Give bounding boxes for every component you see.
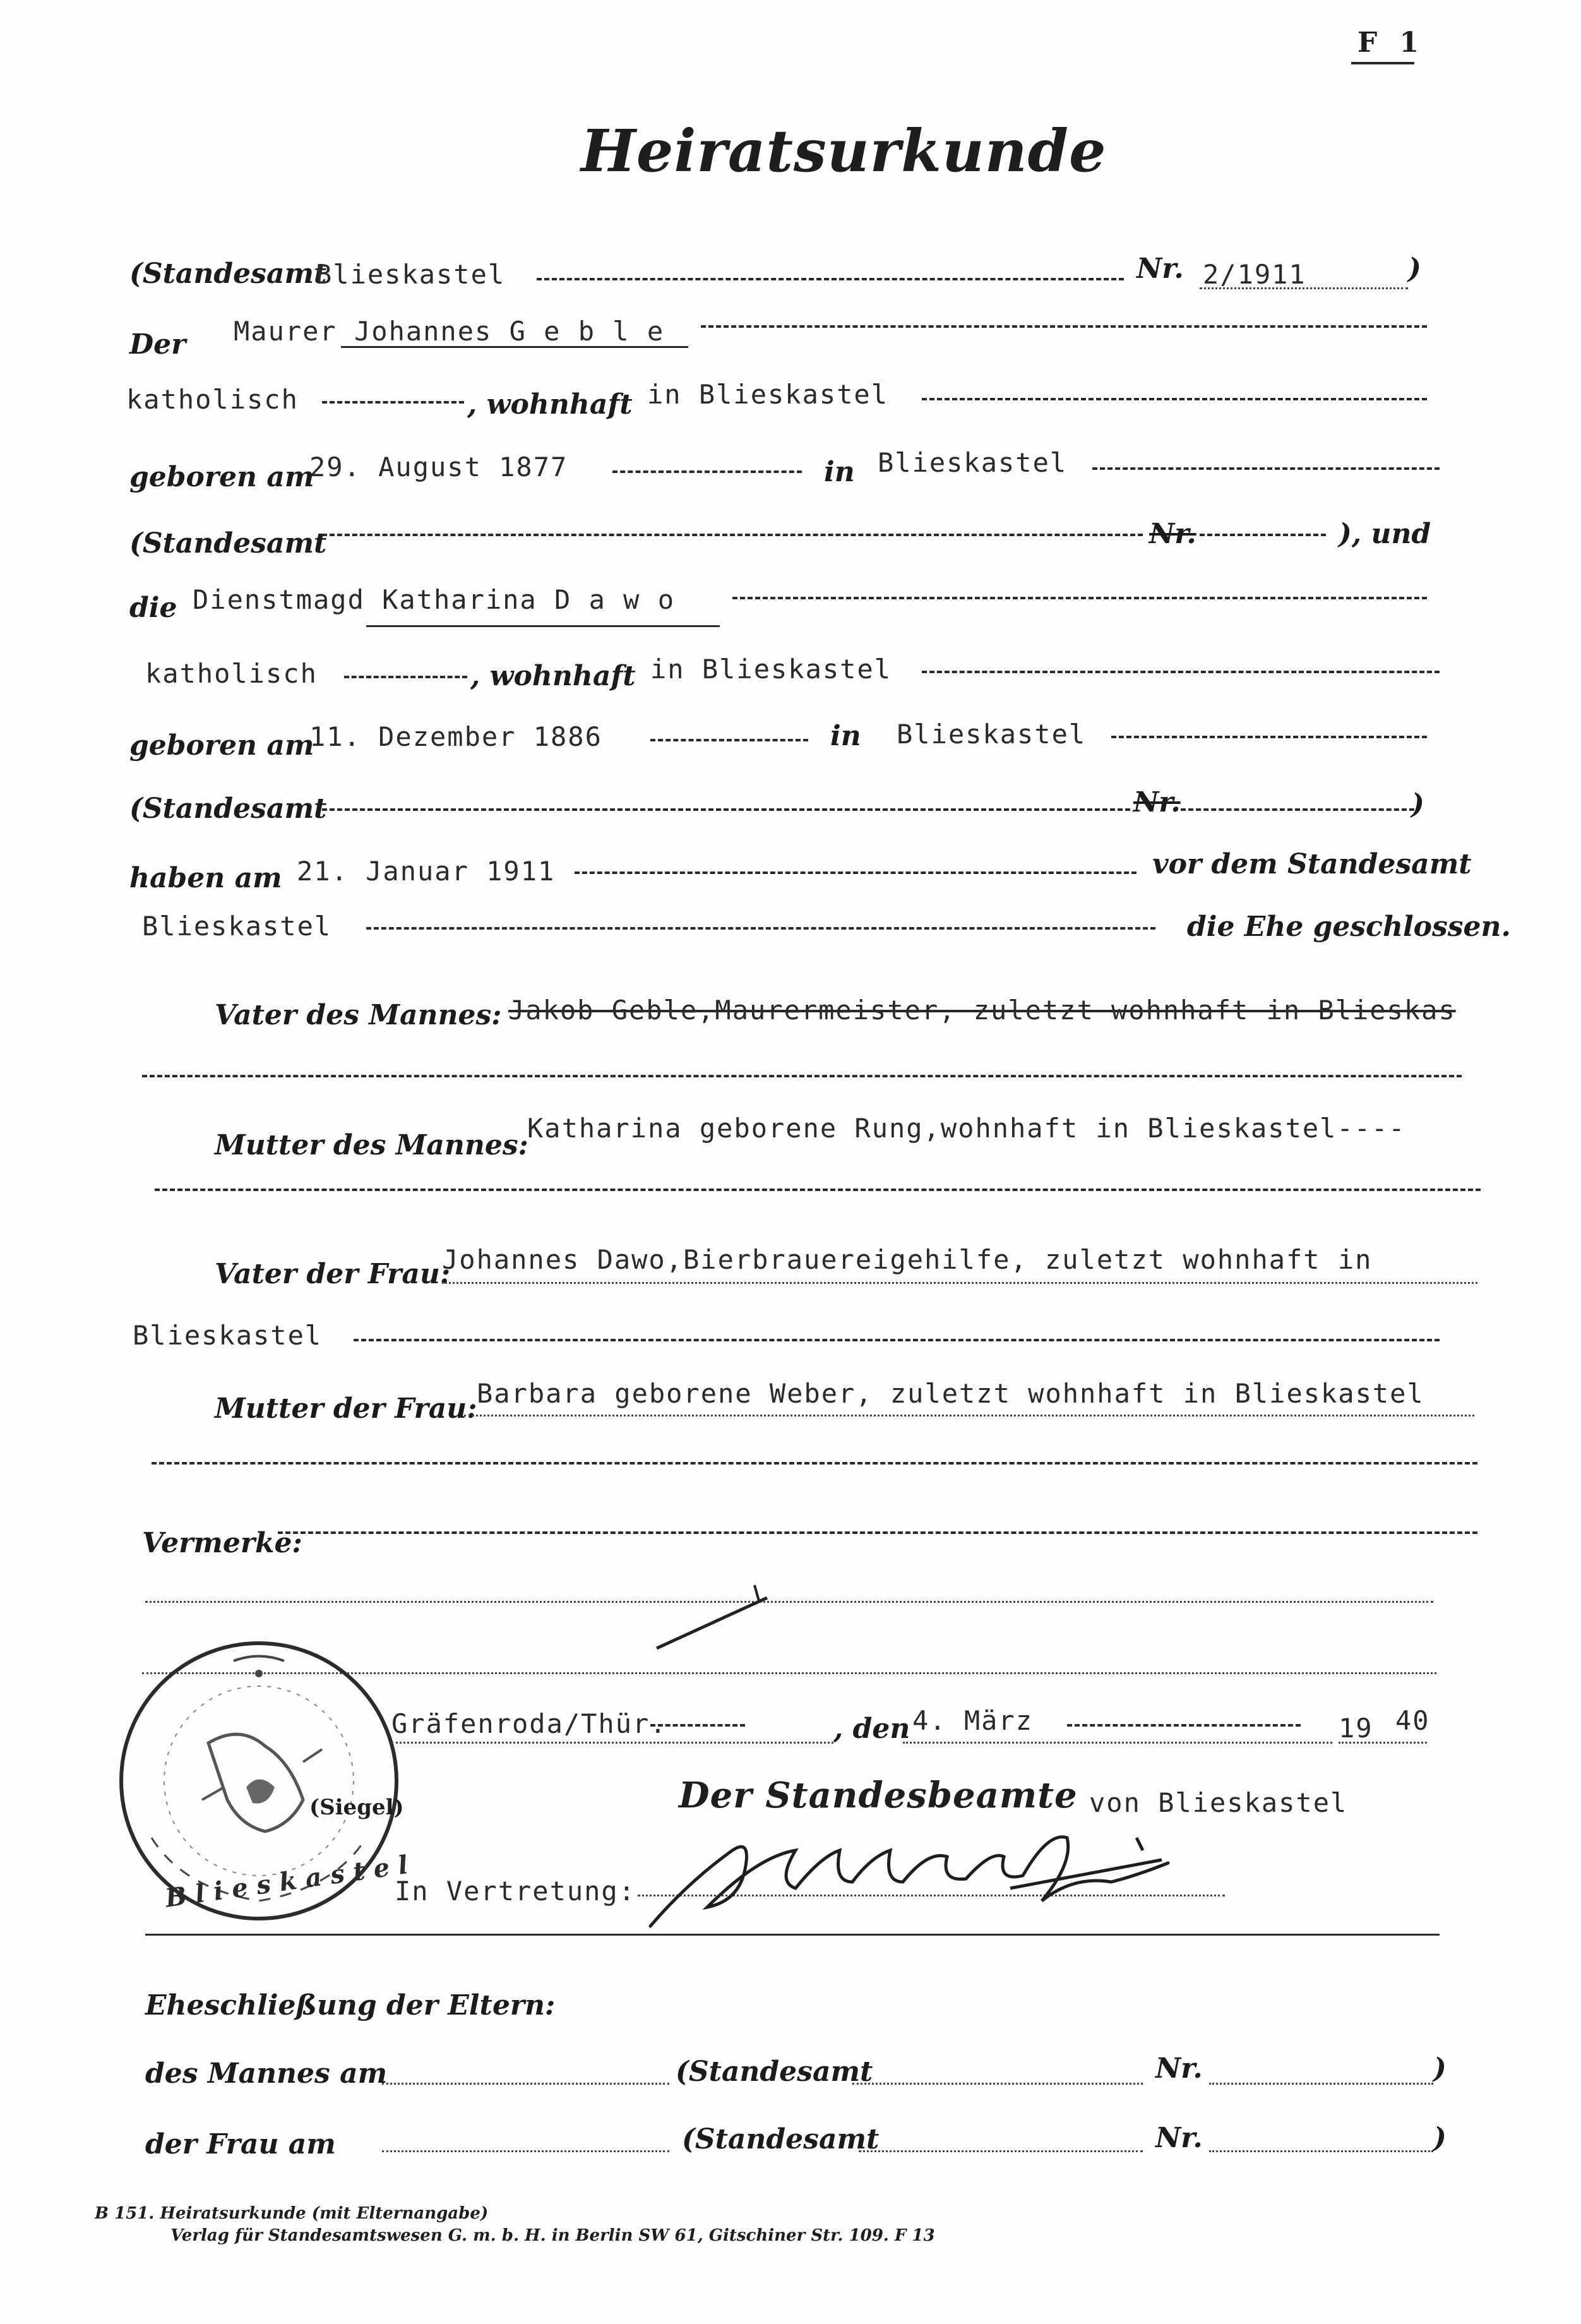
wife-mother-dots <box>464 1415 1474 1417</box>
husband-father-line-2 <box>142 1075 1462 1077</box>
footer-line-1: B 151. Heiratsurkunde (mit Elternangabe) <box>95 2204 489 2223</box>
wife-birth-place: Blieskastel <box>897 719 1087 750</box>
husband-name: Maurer Johannes G e b l e <box>234 316 665 347</box>
wife-birth-date-line <box>650 739 808 741</box>
marriage-office-line <box>366 927 1155 930</box>
issue-place: Gräfenroda/Thür. <box>391 1708 667 1739</box>
wife-standesamt-line <box>322 808 1130 811</box>
husband-birth-date-line <box>612 470 802 473</box>
mannes-close: ) <box>1433 2052 1447 2085</box>
wife-father-dots <box>442 1282 1477 1284</box>
wife-father-line-2 <box>354 1339 1440 1341</box>
issue-date-dots <box>903 1742 1332 1744</box>
husband-birth-date: 29. August 1877 <box>309 452 568 482</box>
wife-mother-line-2 <box>152 1462 1477 1464</box>
husband-residence-line <box>922 398 1427 400</box>
signature-title: Der Standesbeamte <box>679 1775 1078 1816</box>
wife-religion: katholisch <box>145 658 318 689</box>
wife-mother: Barbara geborene Weber, zuletzt wohnhaft in Blieskastel <box>477 1378 1424 1409</box>
husband-birth-place-line <box>1092 467 1440 470</box>
form-code: F 1 <box>1357 27 1426 59</box>
frau-nr-label: Nr. <box>1155 2122 1203 2154</box>
signature-of: von Blieskastel <box>1089 1787 1348 1818</box>
wife-residence-label: , wohnhaft <box>470 660 636 692</box>
remarks-line-2 <box>145 1601 1433 1603</box>
husband-religion: katholisch <box>126 384 299 415</box>
husband-standesamt-nr: Nr. <box>1149 518 1196 550</box>
form-code-underline <box>1351 62 1414 64</box>
wife-name: Dienstmagd Katharina D a w o <box>193 584 676 615</box>
remarks-strike-mark <box>650 1572 777 1655</box>
frau-nr-dots <box>1209 2150 1433 2152</box>
parents-marriage-heading: Eheschließung der Eltern: <box>145 1989 556 2022</box>
remarks-label: Vermerke: <box>142 1527 302 1559</box>
wife-father-cont: Blieskastel <box>133 1320 323 1351</box>
husband-standesamt-nr-line <box>1200 534 1326 536</box>
frau-close: ) <box>1433 2122 1447 2154</box>
register-line <box>537 278 1124 280</box>
husband-name-line <box>701 325 1427 328</box>
mannes-standesamt-label: (Standesamt <box>676 2056 873 2088</box>
register-nr-value: 2/1911 <box>1203 259 1306 290</box>
husband-birth-place: Blieskastel <box>878 447 1068 478</box>
frau-date-dots <box>382 2150 669 2152</box>
wife-name-underline <box>366 625 720 627</box>
issue-place-line <box>650 1724 745 1727</box>
mannes-date-dots <box>382 2083 669 2085</box>
issue-year-prefix: 19 <box>1339 1713 1373 1744</box>
issue-date-line <box>1067 1724 1301 1727</box>
husband-der-label: Der <box>129 328 186 361</box>
wife-standesamt-label: (Standesamt <box>129 793 327 825</box>
wife-die-label: die <box>129 592 177 624</box>
wife-mother-label: Mutter der Frau: <box>215 1393 477 1425</box>
register-nr-label: Nr. <box>1137 253 1184 285</box>
register-nr-dots <box>1200 287 1408 289</box>
frau-label: der Frau am <box>145 2128 336 2160</box>
husband-born-label: geboren am <box>129 461 314 493</box>
marriage-closed-label: die Ehe geschlossen. <box>1187 911 1511 943</box>
wife-name-line <box>732 597 1427 599</box>
issue-year-dots <box>1339 1742 1427 1744</box>
frau-standesamt-dots <box>859 2150 1143 2152</box>
register-prefix: (Standesamt <box>129 258 327 290</box>
husband-mother-line-2 <box>155 1189 1481 1191</box>
mannes-nr-label: Nr. <box>1155 2052 1203 2085</box>
wife-father: Johannes Dawo,Bierbrauereigehilfe, zuletzt wohnhaft in <box>442 1244 1373 1275</box>
husband-residence-label: , wohnhaft <box>467 388 633 421</box>
marriage-date: 21. Januar 1911 <box>297 856 556 887</box>
wife-religion-line <box>344 676 467 678</box>
wife-residence: in Blieskastel <box>650 654 892 685</box>
marriage-haben-label: haben am <box>129 862 282 894</box>
section-divider <box>145 1934 1440 1936</box>
issue-date: 4. März <box>912 1705 1034 1736</box>
husband-mother-label: Mutter des Mannes: <box>215 1129 528 1161</box>
husband-in-label: in <box>824 456 855 488</box>
husband-religion-line <box>322 401 464 404</box>
husband-standesamt-line <box>322 534 1143 536</box>
marriage-office: Blieskastel <box>142 911 332 942</box>
mannes-label: des Mannes am <box>145 2057 388 2090</box>
wife-born-label: geboren am <box>129 729 314 762</box>
handwritten-signature <box>631 1812 1200 1939</box>
footer-line-2: Verlag für Standesamtswesen G. m. b. H. in Berlin SW 61, Gitschiner Str. 109. F 13 <box>170 2226 935 2245</box>
husband-residence: in Blieskastel <box>647 379 889 410</box>
marriage-date-line <box>575 872 1137 874</box>
husband-name-underline <box>341 346 688 348</box>
husband-standesamt-close: ), und <box>1339 518 1431 550</box>
wife-in-label: in <box>830 720 861 752</box>
wife-birth-date: 11. Dezember 1886 <box>309 721 602 752</box>
wife-standesamt-nr-line <box>1181 808 1414 811</box>
wife-father-label: Vater der Frau: <box>215 1258 451 1290</box>
issue-den-label: , den <box>833 1713 910 1745</box>
mannes-nr-dots <box>1209 2083 1433 2085</box>
wife-residence-line <box>922 671 1440 673</box>
husband-father: Jakob Geble,Maurermeister, zuletzt wohnhaft in Blieskas <box>508 995 1456 1026</box>
husband-standesamt-label: (Standesamt <box>129 527 327 560</box>
register-office: Blieskastel <box>316 259 506 290</box>
wife-standesamt-nr: Nr. <box>1133 786 1181 818</box>
husband-father-label: Vater des Mannes: <box>215 999 502 1031</box>
signature-in-vertretung: In Vertretung: <box>395 1876 636 1907</box>
wife-standesamt-close: ) <box>1411 788 1424 820</box>
seal-ring-text: Blieskastel <box>163 1848 419 1914</box>
remarks-line-1 <box>278 1531 1477 1534</box>
issue-place-dots <box>391 1742 833 1744</box>
husband-mother: Katharina geborene Rung,wohnhaft in Blieskastel---- <box>527 1113 1406 1144</box>
seal-siegel-label: (Siegel) <box>309 1795 404 1820</box>
mannes-standesamt-dots <box>852 2083 1143 2085</box>
issue-year-suffix: 40 <box>1395 1705 1430 1736</box>
frau-standesamt-label: (Standesamt <box>682 2123 880 2155</box>
register-close: ) <box>1408 253 1421 285</box>
wife-birth-place-line <box>1111 736 1427 738</box>
marriage-before-label: vor dem Standesamt <box>1152 848 1472 880</box>
document-title: Heiratsurkunde <box>581 117 1107 185</box>
